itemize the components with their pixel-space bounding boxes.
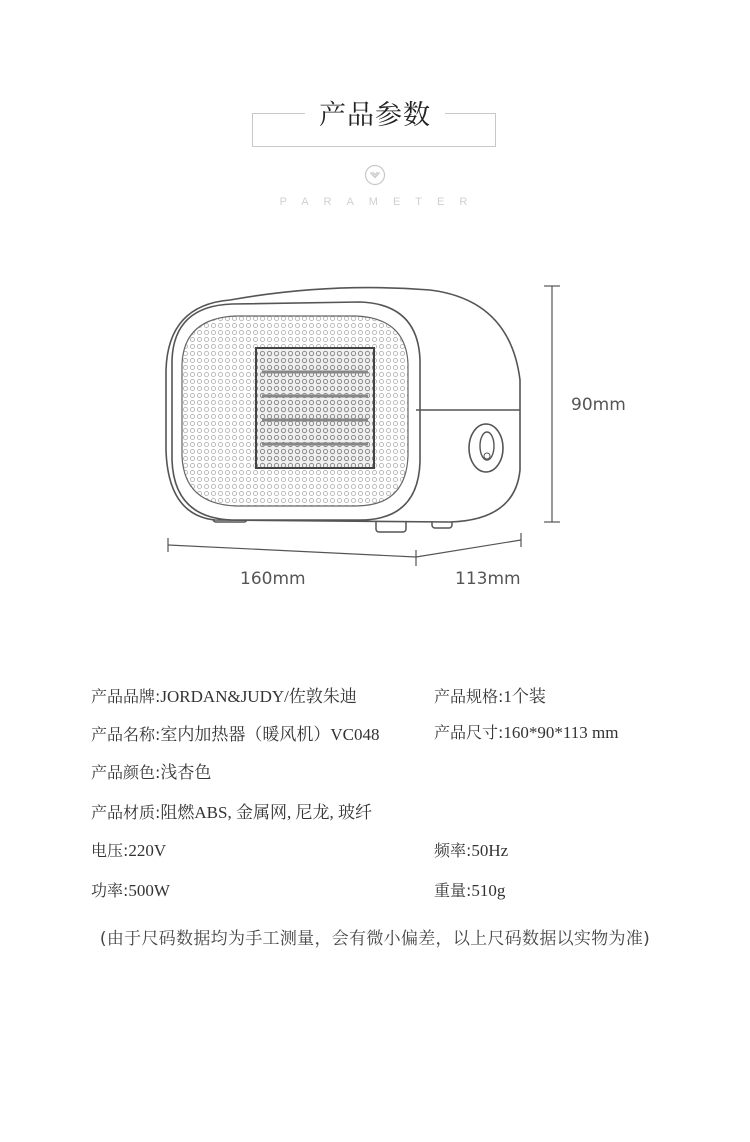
spec-value: 1个装 xyxy=(503,687,546,706)
spec-value: 160*90*113 mm xyxy=(503,723,619,742)
page-subtitle: PARAMETER xyxy=(279,196,483,208)
height-dimension-label: 90mm xyxy=(571,395,626,415)
spec-size xyxy=(434,720,618,743)
spec-label: 产品颜色: xyxy=(91,763,161,782)
spec-label: 产品材质: xyxy=(91,803,161,822)
spec-weight xyxy=(434,878,505,901)
spec-label: 频率: xyxy=(434,841,472,860)
page-title: 产品参数 xyxy=(305,96,445,136)
spec-label: 产品名称: xyxy=(91,725,161,744)
spec-label: 功率: xyxy=(91,881,129,900)
spec-value: JORDAN&JUDY/佐敦朱迪 xyxy=(160,687,357,706)
spec-material xyxy=(91,798,372,823)
spec-package xyxy=(434,682,546,707)
spec-name xyxy=(91,720,380,745)
measurement-note: (由于尺码数据均为手工测量，会有微小偏差，以上尺码数据以实物为准) xyxy=(99,929,651,949)
spec-label: 产品尺寸: xyxy=(434,723,504,742)
spec-value: 500W xyxy=(128,881,170,900)
spec-label: 重量: xyxy=(434,881,472,900)
spec-value: 220V xyxy=(128,841,167,860)
spec-value: 浅杏色 xyxy=(160,763,212,782)
heater-line-drawing xyxy=(155,278,605,578)
spec-value: 510g xyxy=(471,881,506,900)
spec-frequency xyxy=(434,838,508,861)
spec-value: 室内加热器（暖风机）VC048 xyxy=(160,725,380,744)
spec-color xyxy=(91,758,211,783)
spec-brand xyxy=(91,682,357,707)
width-dimension-label: 160mm xyxy=(240,569,306,589)
spec-value: 50Hz xyxy=(471,841,509,860)
spec-label: 产品品牌: xyxy=(91,687,161,706)
spec-value: 阻燃ABS, 金属网, 尼龙, 玻纤 xyxy=(160,803,372,822)
spec-voltage xyxy=(91,838,166,861)
spec-label: 电压: xyxy=(91,841,129,860)
spec-power xyxy=(91,878,170,901)
chevron-down-circle-icon xyxy=(364,164,386,186)
spec-label: 产品规格: xyxy=(434,687,504,706)
depth-dimension-label: 113mm xyxy=(455,569,521,589)
